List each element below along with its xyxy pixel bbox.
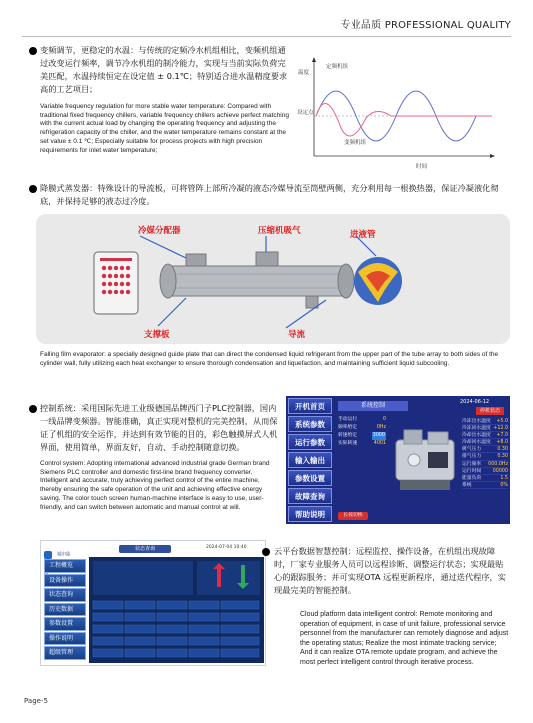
- cloud-menu: [44, 559, 86, 661]
- chiller-unit-image: [390, 422, 460, 506]
- cloud-logo: 城市能: [44, 544, 74, 554]
- callout-inlet: 进液管: [350, 230, 376, 240]
- cloud-menu-item[interactable]: 状态查询: [44, 588, 86, 602]
- cloud-date: 2024-07-04 10:40: [206, 545, 247, 550]
- logo-icon: [44, 551, 52, 559]
- hmi-btn-home[interactable]: 开机首页: [288, 398, 332, 414]
- hmi-reading-row: 系统 0%: [462, 482, 508, 488]
- section3-cn-text: 控制系统：采用国际先进工业级德国品牌西门子PLC控制器，国内一线品牌变频器。智能准确，真正实现对整机的完美控制，从而保证了机组的安全运作，并达到有效节能的目的，彩色触摸屏式人机界面，使用简单，界面友好，自动、手动控制随意切换。: [40, 403, 278, 452]
- cloud-platform-screenshot: [40, 540, 266, 666]
- variable-curve: [316, 104, 492, 137]
- section2-cn-text: 降膜式蒸发器：特殊设计的导流板，可将管阵上部所冷凝的液态冷媒导流至筒壁两侧，充分利用每一根换热器，保证冷凝液化彻底，并保持足够的液态过冷度。: [40, 183, 499, 206]
- hmi-reading-row: 运行频率 000.0Hz: [462, 461, 508, 467]
- evaporator-illustration-panel: [36, 214, 510, 344]
- hmi-reading-row: 排气压力 0.30: [462, 454, 508, 460]
- bullet-icon: [29, 405, 37, 413]
- bullet-icon: [29, 185, 37, 193]
- page-header: [0, 0, 533, 44]
- graph-variable-label: 变频机组: [344, 140, 367, 146]
- graph-xlabel: 时间: [416, 164, 428, 170]
- callout-support: 支撑板: [144, 330, 170, 340]
- hmi-reading-row: 吸气压力 0.30: [462, 447, 508, 453]
- hmi-title: 系统控制: [338, 401, 408, 411]
- section4-cn-text: 云平台数据智慧控制：远程监控、操作设备，在机组出现故障时，厂家专业服务人员可以远程诊断、调整运行状态；实现最贴心的跟踪服务；并可实现OTA 远程更新程序，通过迭代程序，实现最完美的智能控制。: [274, 546, 506, 595]
- section1-cn-text: 变频调节，更稳定的水温：与传统的定频冷水机组相比，变频机组通过改变运行频率，调节冷水机组的制冷能力，实现与当前实际负荷完美匹配，水温持续恒定在设定值 ± 0.1℃；特别适合进水温精度要求高的工艺项目；: [40, 45, 288, 94]
- hmi-touchscreen: [286, 396, 510, 524]
- hmi-control-row: 实际转速 4001: [338, 441, 386, 446]
- graph-setpoint-label: 设定点: [297, 110, 314, 116]
- hmi-btn-params[interactable]: 参数设置: [288, 470, 332, 486]
- hmi-reading-row: 冷冻回水温度 +12.0: [462, 426, 508, 432]
- cloud-menu-item[interactable]: 参数设置: [44, 617, 86, 631]
- cloud-menu-item[interactable]: 设备操作: [44, 574, 86, 588]
- callout-baffle: 导流: [288, 330, 306, 340]
- cloud-menu-item[interactable]: 超级管理: [44, 646, 86, 660]
- cloud-data-grid: [89, 557, 264, 663]
- graph-fixed-label: 定频机组: [326, 64, 349, 70]
- bullet-icon: [262, 548, 270, 556]
- hmi-switch-button[interactable]: 长按切换: [338, 512, 368, 520]
- hmi-btn-io[interactable]: 输入输出: [288, 452, 332, 468]
- hmi-btn-help[interactable]: 帮助说明: [288, 506, 332, 522]
- hmi-control-row: 手动运行 0: [338, 417, 386, 422]
- hmi-reading-row: 能量负荷 1.5: [462, 475, 508, 481]
- hmi-status-badge: 停机状态: [476, 407, 504, 415]
- hmi-reading-row: 冷却出水温度 +7.0: [462, 433, 508, 439]
- hmi-btn-running[interactable]: 运行参数: [288, 434, 332, 450]
- temperature-graph: [296, 56, 496, 172]
- hmi-control-list: [338, 416, 386, 448]
- section2-en-text: Falling film evaporator: a specially designed guide plate that can direct the condensed liquid refrigerant from the upper part of the tube array to both sides of the cylinder wall, fully utilizing each heat exchanger to ensure thorough condensation and liquefaction, and maintaining sufficient liquid subcooling.: [40, 351, 499, 367]
- hmi-reading-row: 运行时间 00000: [462, 468, 508, 474]
- hmi-btn-system[interactable]: 系统参数: [288, 416, 332, 432]
- section1-en-text: Variable frequency regulation for more stable water temperature: Compared with traditional fixed frequency chillers, variable frequency chillers achieve perfect matching with the current actual load by changing the operating frequency and adjusting the refrigeration capacity of the chiller, and the water temperature remains constant at the set value ± 0.1 ℃; Especially suitable for process projects with high precision requirements for inlet water temperature;: [40, 103, 289, 154]
- hmi-control-row: 频率给定 0Hz: [338, 425, 386, 430]
- cloud-menu-item[interactable]: 历史数据: [44, 603, 86, 617]
- graph-ylabel: 温度: [298, 70, 310, 76]
- hmi-readings-list: [462, 418, 508, 489]
- cloud-data-panel: [89, 557, 264, 663]
- header-divider: [22, 36, 511, 37]
- callout-suction: 压缩机吸气: [258, 226, 301, 236]
- page-number: Page-5: [24, 697, 48, 705]
- cloud-title: 状态查询: [119, 545, 171, 553]
- hmi-reading-row: 冷却回水温度 +8.0: [462, 440, 508, 446]
- callout-distributor: 冷媒分配器: [138, 226, 181, 236]
- section3-en-text: Control system: Adopting international advanced industrial grade German brand Siemens PLC controller and domestic first-line brand frequency converter. Intelligent and accurate, truly achieving perfect control of the entire machine, thereby ensuring the safe operation of the unit and achieving effective energy saving. The color touch screen human-machine interface is easy to use, user-friendly, and can switch between automatic and manual control at will.: [40, 460, 270, 511]
- hmi-btn-faults[interactable]: 故障查询: [288, 488, 332, 504]
- cloud-menu-item[interactable]: 操作说明: [44, 632, 86, 646]
- cloud-menu-item[interactable]: 工程概览: [44, 559, 86, 573]
- header-title: 专业品质 PROFESSIONAL QUALITY: [340, 20, 511, 31]
- hmi-date: 2024-06-12: [460, 399, 490, 405]
- section4-en-text: Cloud platform data intelligent control: Remote monitoring and operation of equipment, in case of unit failure, professional service personnel from the manufacturer can remotely diagnose and adjust the operating status; Realize the most intimate tracking service; And it can realize OTA remote update program, and achieve the most perfect intelligent control through iterative process.: [300, 611, 509, 666]
- hmi-reading-row: 冷冻出水温度 +5.0: [462, 419, 508, 424]
- bullet-icon: [29, 47, 37, 55]
- hmi-control-row[interactable]: 转速给定 3000: [338, 433, 385, 438]
